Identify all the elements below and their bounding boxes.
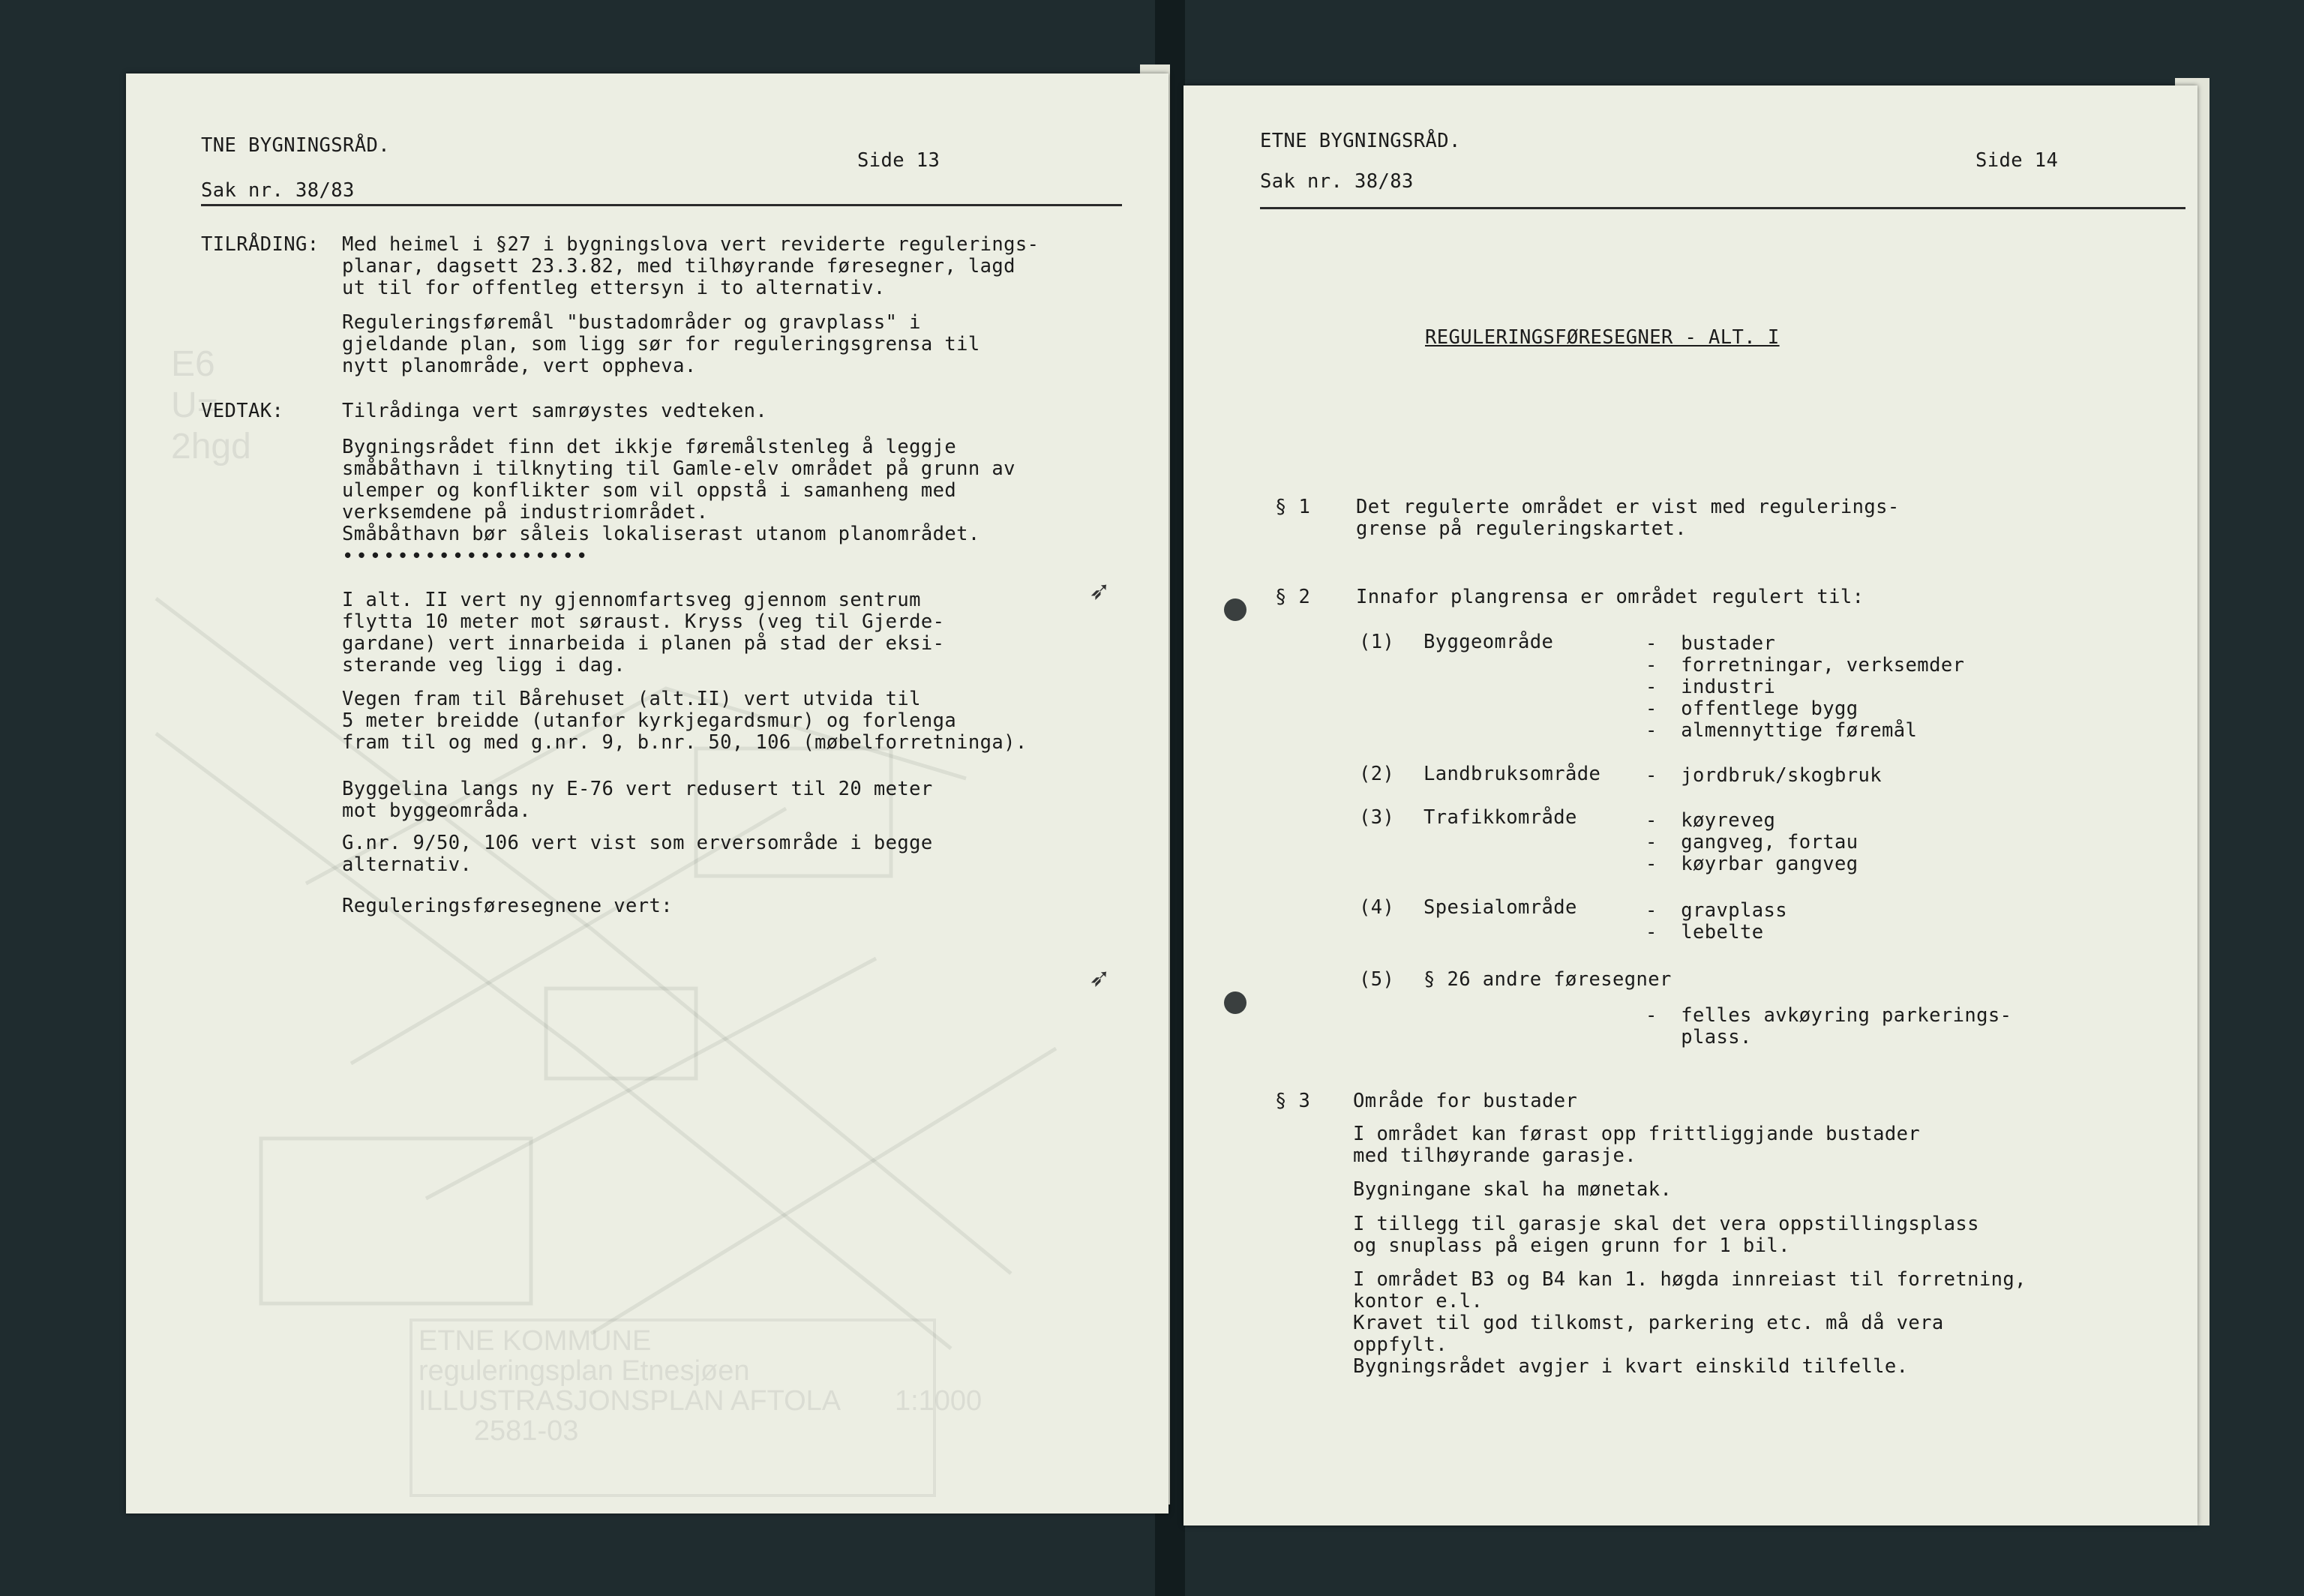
zone-4-number: (4) [1359,896,1395,919]
smaabaathavn-block [342,436,1016,545]
paragraph-1-text [1356,496,1900,540]
stamp-number: 2581-03 [473,1415,579,1447]
stamp-line2: reguleringsplan Etnesjøen [418,1355,750,1387]
zone-5-number: (5) [1359,968,1395,991]
text-line: nytt planområde, vert oppheva. [342,355,697,377]
text-line: I tillegg til garasje skal det vera oppstillingsplass [1353,1213,1979,1235]
zone-3-name: Trafikkområde [1424,806,1577,829]
left-header-rule [201,204,1122,206]
paragraph-3-para4 [1353,1269,2026,1378]
right-sak-number: Sak nr. 38/83 [1260,170,1414,193]
right-page [1184,86,2198,1526]
zone-item: - felles avkøyring parkerings- [1646,1004,2012,1027]
punch-hole [1224,992,1246,1014]
zone-item: - almennyttige føremål [1646,719,1918,742]
text-line: sterande veg ligg i dag. [342,654,626,676]
text-line: Bygningsrådet finn det ikkje føremålstenleg å leggje [342,436,957,458]
paragraph-3-para3 [1353,1214,1979,1257]
zone-4-items [1646,900,1787,944]
staple-mark-icon: ➶ [1089,576,1111,606]
left-page-number: Side 13 [857,149,940,172]
bleed-stamp-text [418,1326,982,1446]
zone-item: - offentlege bygg [1646,698,1858,720]
text-line: Bygningsrådet avgjer i kvart einskild tilfelle. [1353,1355,1909,1378]
zone-1-name: Byggeområde [1424,631,1554,653]
text-line: verksemdene på industriområdet. [342,501,709,524]
tilraading-block [342,234,1039,299]
paragraph-3-para2 [1353,1179,1672,1201]
text-line: Byggelina langs ny E-76 vert redusert til 20 meter [342,778,933,800]
text-line: Reguleringsføremål "bustadområder og gravplass" i [342,311,921,334]
zone-item: - industri [1646,676,1776,698]
text-line: fram til og med g.nr. 9, b.nr. 50, 106 (møbelforretninga). [342,731,1028,754]
vedtak-label: VEDTAK: [201,400,284,422]
zone-item: - lebelte [1646,921,1764,944]
text-line: og snuplass på eigen grunn for 1 bil. [1353,1234,1790,1257]
text-line: I området kan førast opp frittliggjande bustader [1353,1123,1921,1145]
paragraph-2-text: Innafor plangrensa er området regulert til: [1356,586,1864,608]
text-line: med tilhøyrande garasje. [1353,1144,1637,1167]
text-line: ulemper og konflikter som vil oppstå i samanheng med [342,479,957,502]
zone-4-name: Spesialområde [1424,896,1577,919]
text-line: kontor e.l. [1353,1290,1484,1312]
alt2-block [342,590,944,676]
formaal-block [342,312,980,377]
vedtak-text: Tilrådinga vert samrøystes vedteken. [342,400,768,422]
zone-2-name: Landbruksområde [1424,763,1601,785]
tilraading-label: TILRÅDING: [201,233,320,256]
staple-mark-icon: ➶ [1089,963,1111,993]
text-line: Vegen fram til Bårehuset (alt.II) vert utvida til [342,688,921,710]
zone-item: - køyreveg [1646,809,1776,832]
text-line: oppfylt. [1353,1334,1448,1356]
stamp-scale: 1:1000 [894,1385,982,1417]
zone-3-items [1646,810,1858,875]
zone-item: - jordbruk/skogbruk [1646,764,1882,787]
bleed-text-e6: E6 U= 2hgd [171,344,251,466]
byggelina-block [342,778,933,822]
paragraph-3-para1 [1353,1124,1920,1167]
text-line: grense på reguleringskartet. [1356,518,1688,540]
zone-item: - gangveg, fortau [1646,831,1858,854]
zone-1-number: (1) [1359,631,1395,653]
zone-item: - køyrbar gangveg [1646,853,1858,875]
text-line: ut til for offentleg ettersyn i to alternativ. [342,277,886,299]
zone-5-items [1646,1005,2012,1048]
text-line: Småbåthavn bør såleis lokaliserast utanom planområdet. [342,523,980,545]
zone-1-items [1646,633,1964,742]
zone-item: - bustader [1646,632,1776,655]
zone-2-items [1646,765,1882,787]
text-line: flytta 10 meter mot søraust. Kryss (veg til Gjerde- [342,610,945,633]
paragraph-2-number: § 2 [1275,586,1311,608]
zone-3-number: (3) [1359,806,1395,829]
text-line: planar, dagsett 23.3.82, med tilhøyrande føresegner, lagd [342,255,1016,278]
left-sak-number: Sak nr. 38/83 [201,179,355,202]
text-line: småbåthavn i tilknyting til Gamle-elv området på grunn av [342,458,1016,480]
zone-5-name: § 26 andre føresegner [1424,968,1672,991]
stamp-line3: ILLUSTRASJONSPLAN AFTOLA [418,1385,840,1417]
text-line: gardane) vert innarbeida i planen på stad der eksi- [342,632,945,655]
left-header-title: TNE BYGNINGSRÅD. [201,134,391,157]
paragraph-3-number: § 3 [1275,1090,1311,1112]
text-line: alternativ. [342,854,472,876]
text-line: Kravet til god tilkomst, parkering etc. må då vera [1353,1312,1944,1334]
dotted-separator: •••••••••••••••••• [342,545,590,568]
regulation-heading: REGULERINGSFØRESEGNER - ALT. I [1425,326,1780,349]
regfore-intro: Reguleringsføresegnene vert: [342,895,674,917]
text-line: I alt. II vert ny gjennomfartsveg gjennom sentrum [342,589,921,611]
text-line: I området B3 og B4 kan 1. høgda innreiast til forretning, [1353,1268,2026,1291]
gnr-block [342,832,933,876]
text-line: Bygningane skal ha mønetak. [1353,1178,1672,1201]
text-line: 5 meter breidde (utanfor kyrkjegardsmur) og forlenga [342,710,957,732]
zone-2-number: (2) [1359,763,1395,785]
vegen-block [342,688,1028,754]
text-line: gjeldande plan, som ligg sør for reguleringsgrensa til [342,333,980,356]
zone-item: plass. [1681,1026,1752,1048]
text-line: Med heimel i §27 i bygningslova vert reviderte regulerings- [342,233,1040,256]
paragraph-3-title: Område for bustader [1353,1090,1578,1112]
punch-hole [1224,598,1246,621]
right-page-number: Side 14 [1976,149,2059,172]
left-page [126,74,1168,1514]
zone-item: - forretningar, verksemder [1646,654,1965,676]
text-line: G.nr. 9/50, 106 vert vist som erversområde i begge [342,832,933,854]
stamp-line1: ETNE KOMMUNE [418,1325,652,1357]
zone-item: - gravplass [1646,899,1788,922]
right-header-title: ETNE BYGNINGSRÅD. [1260,130,1461,152]
text-line: mot byggeområda. [342,800,532,822]
text-line: Det regulerte området er vist med regulerings- [1356,496,1900,518]
right-header-rule [1260,207,2186,209]
paragraph-1-number: § 1 [1275,496,1311,518]
